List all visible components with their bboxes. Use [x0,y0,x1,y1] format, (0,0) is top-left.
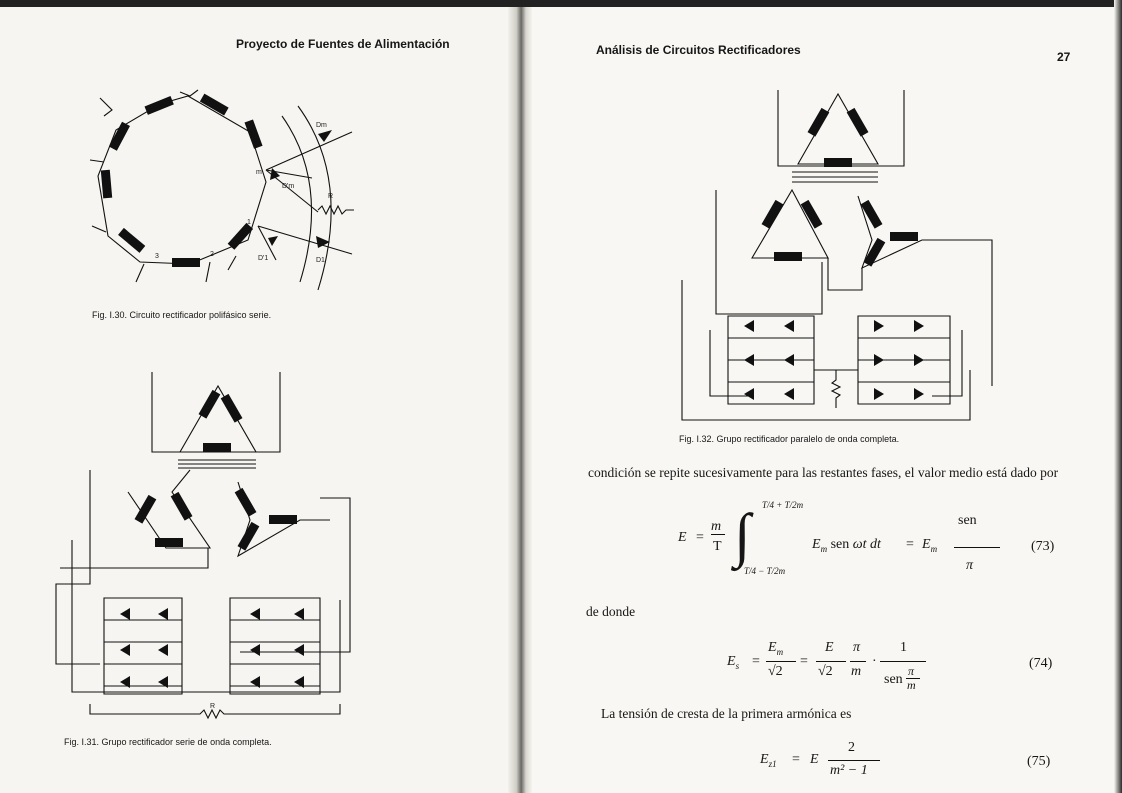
fig-130-caption: Fig. I.30. Circuito rectificador polifásico serie. [92,310,272,320]
fig-132-caption: Fig. I.32. Grupo rectificador paralelo de onda completa. [679,434,900,444]
right-running-header: Análisis de Circuitos Rectificadores [596,43,801,57]
label-dp1: D'1 [258,255,269,262]
label-m: m [256,169,262,176]
label-d1: D1 [316,257,325,264]
paragraph-tension-cresta: La tensión de cresta de la primera armónica es [601,706,852,721]
fig131-label-r: R [210,703,216,710]
label-2: 2 [210,251,214,258]
left-running-header: Proyecto de Fuentes de Alimentación [236,37,450,51]
label-dm: Dm [316,122,327,129]
page-number: 27 [1057,50,1071,64]
text-de-donde: de donde [586,604,636,619]
label-r: R [328,193,334,200]
label-3: 3 [155,253,159,260]
label-1: 1 [247,219,251,226]
fig-131-caption: Fig. I.31. Grupo rectificador serie de onda completa. [64,737,272,747]
fig-131-series-full-wave-rectifier [0,0,514,710]
paragraph-valor-medio: condición se repite sucesivamente para las restantes fases, el valor medio está dado por [588,465,1059,480]
fig-132-parallel-full-wave-rectifier [522,0,1122,460]
label-dpm: D'm [282,183,295,190]
